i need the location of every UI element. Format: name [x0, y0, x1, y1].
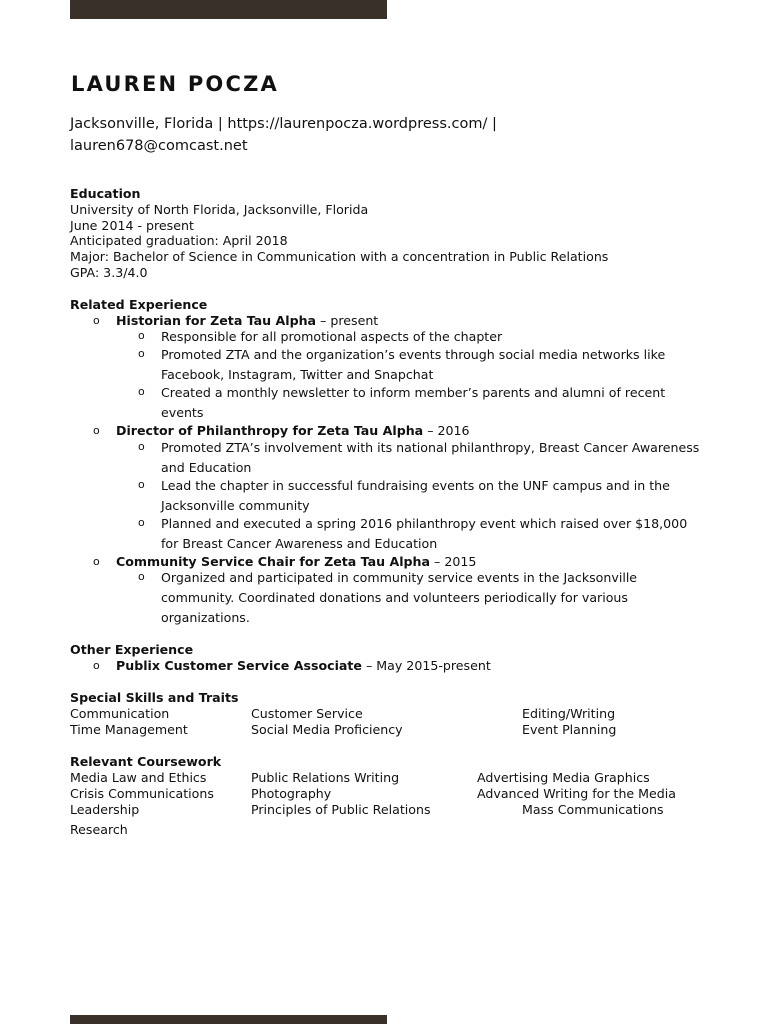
related-experience-title: Related Experience	[70, 296, 208, 312]
hollow-bullet-icon: o	[138, 385, 145, 399]
hollow-bullet-icon: o	[93, 313, 100, 327]
duty-item: o Created a monthly newsletter to inform member’s parents and alumni of recent events	[138, 385, 666, 421]
role-list	[70, 658, 710, 675]
skill-item: Customer Service	[251, 706, 363, 722]
course-item: Leadership	[70, 801, 140, 817]
education-line: University of North Florida, Jacksonville, Florida	[70, 201, 369, 217]
skill-item: Time Management	[70, 722, 188, 738]
skills-grid	[70, 706, 710, 738]
coursework-row	[70, 802, 710, 818]
role-item	[70, 554, 710, 629]
skills-section	[70, 690, 710, 738]
spacer	[70, 628, 710, 642]
duty-item: o Responsible for all promotional aspects of the chapter	[138, 329, 503, 345]
role-title: Publix Customer Service Associate	[116, 657, 362, 673]
course-item: Mass Communications	[522, 801, 664, 817]
skills-title: Special Skills and Traits	[70, 690, 239, 706]
course-item: Principles of Public Relations	[251, 801, 431, 817]
skills-row	[70, 706, 710, 722]
role-title: Historian for Zeta Tau Alpha	[116, 312, 317, 328]
contact-info	[70, 113, 590, 157]
hollow-bullet-icon: o	[138, 347, 145, 361]
hollow-bullet-icon: o	[93, 554, 100, 568]
hollow-bullet-icon: o	[138, 570, 145, 584]
spacer	[70, 281, 710, 297]
course-item: Advanced Writing for the Media	[477, 785, 677, 801]
coursework-row	[70, 786, 710, 802]
duty-item: o Organized and participated in community service events in the Jacksonville community. Coordinated donations and volunteers periodically for various organizations.	[138, 570, 638, 626]
hollow-bullet-icon: o	[138, 477, 145, 491]
course-item: Advertising Media Graphics	[477, 769, 650, 785]
skill-item: Communication	[70, 706, 170, 722]
course-item: Public Relations Writing	[251, 769, 400, 785]
duty-item: o Planned and executed a spring 2016 philanthropy event which raised over $18,000 for Breast Cancer Awareness and Education	[138, 515, 688, 551]
hollow-bullet-icon: o	[138, 329, 145, 343]
top-decorative-bar	[70, 0, 387, 19]
coursework-title: Relevant Coursework	[70, 754, 222, 770]
education-line: GPA: 3.3/4.0	[70, 264, 148, 280]
role-date: – 2016	[423, 423, 470, 439]
hollow-bullet-icon: o	[138, 439, 145, 453]
bottom-decorative-bar	[70, 1015, 387, 1024]
related-experience-section	[70, 297, 710, 628]
role-list	[70, 313, 710, 629]
resume-body	[70, 186, 710, 838]
candidate-name: LAUREN POCZA	[71, 72, 279, 96]
skill-item: Editing/Writing	[522, 706, 616, 722]
duty-list	[116, 438, 710, 554]
role-date: – May 2015-present	[361, 657, 491, 673]
role-item	[70, 658, 710, 675]
other-experience-title: Other Experience	[70, 642, 194, 658]
course-item: Research	[70, 821, 128, 837]
course-item: Crisis Communications	[70, 785, 214, 801]
education-line: Anticipated graduation: April 2018	[70, 233, 288, 249]
course-item: Media Law and Ethics	[70, 769, 207, 785]
skill-item: Social Media Proficiency	[251, 722, 403, 738]
spacer	[70, 738, 710, 754]
role-date: – 2015	[430, 553, 477, 569]
hollow-bullet-icon: o	[93, 424, 100, 438]
education-line: Major: Bachelor of Science in Communication with a concentration in Public Relations	[70, 249, 609, 265]
role-item	[70, 313, 710, 424]
education-section	[70, 186, 710, 281]
course-item: Photography	[251, 785, 332, 801]
hollow-bullet-icon: o	[93, 658, 100, 672]
coursework-grid	[70, 770, 710, 838]
coursework-section	[70, 754, 710, 838]
contact-line-1: Jacksonville, Florida | https://laurenpocza.wordpress.com/ |	[70, 116, 497, 132]
contact-email: lauren678@comcast.net	[70, 138, 248, 154]
role-title: Community Service Chair for Zeta Tau Alpha	[116, 553, 431, 569]
hollow-bullet-icon: o	[138, 515, 145, 529]
duty-item: o Promoted ZTA and the organization’s events through social media networks like Facebook, Instagram, Twitter and Snapchat	[138, 347, 666, 383]
education-line: June 2014 - present	[70, 217, 194, 233]
duty-list	[116, 568, 710, 628]
other-experience-section	[70, 642, 710, 674]
role-title: Director of Philanthropy for Zeta Tau Alpha	[116, 423, 424, 439]
skill-item: Event Planning	[522, 722, 617, 738]
role-item	[70, 423, 710, 554]
duty-item: o Lead the chapter in successful fundraising events on the UNF campus and in the Jacksonville community	[138, 477, 670, 513]
education-title: Education	[70, 186, 141, 201]
role-date: – present	[316, 312, 379, 328]
skills-row	[70, 722, 710, 738]
coursework-row	[70, 770, 710, 786]
duty-item: o Promoted ZTA’s involvement with its national philanthropy, Breast Cancer Awareness and Education	[138, 439, 700, 475]
duty-list	[116, 327, 710, 423]
coursework-row	[70, 822, 710, 838]
spacer	[70, 674, 710, 690]
